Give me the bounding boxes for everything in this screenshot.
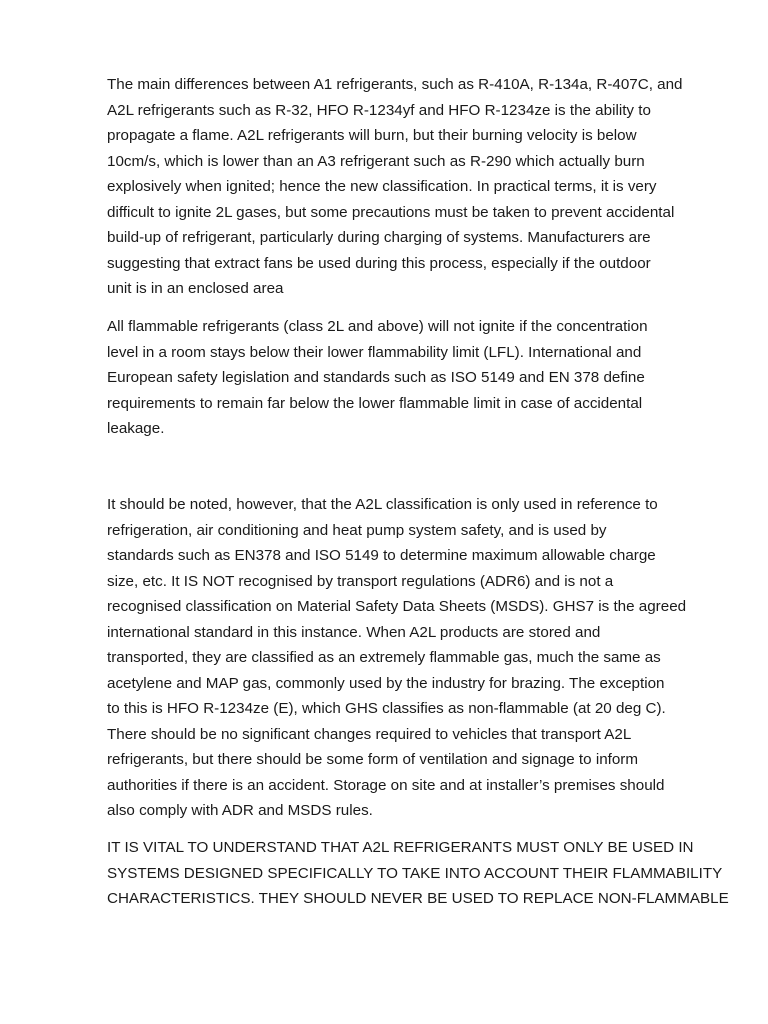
paragraph-line: international standard in this instance. When A2L products are stored and (107, 623, 601, 641)
paragraph-line: transported, they are classified as an extremely flammable gas, much the same as (107, 649, 661, 666)
paragraph-line: CHARACTERISTICS. THEY SHOULD NEVER BE USED TO REPLACE NON-FLAMMABLE (107, 890, 729, 907)
paragraph-line: level in a room stays below their lower flammability limit (LFL). International and (107, 343, 642, 361)
paragraph-a1-vs-a2l-differences (107, 72, 719, 302)
paragraph-line: requirements to remain far below the lower flammable limit in case of accidental (107, 394, 643, 412)
paragraph-line: build-up of refrigerant, particularly during charging of systems. Manufacturers are (107, 229, 651, 246)
paragraph-line: IT IS VITAL TO UNDERSTAND THAT A2L REFRIGERANTS MUST ONLY BE USED IN (107, 839, 694, 856)
paragraph-line: The main differences between A1 refrigerants, such as R-410A, R-134a, R-407C, and (107, 76, 683, 93)
paragraph-line: It should be noted, however, that the A2L classification is only used in reference to (107, 496, 658, 513)
paragraph-line: suggesting that extract fans be used during this process, especially if the outdoor (107, 254, 651, 272)
paragraph-line: leakage. (107, 420, 165, 437)
paragraph-line: to this is HFO R-1234ze (E), which GHS classifies as non-flammable (at 20 deg C). (107, 700, 666, 717)
paragraph-line: explosively when ignited; hence the new classification. In practical terms, it is very (107, 178, 657, 195)
paragraph-line: difficult to ignite 2L gases, but some precautions must be taken to prevent accidental (107, 203, 675, 221)
paragraph-line: recognised classification on Material Safety Data Sheets (MSDS). GHS7 is the agreed (107, 598, 687, 615)
paragraph-line: All flammable refrigerants (class 2L and above) will not ignite if the concentration (107, 318, 648, 335)
paragraph-line: 10cm/s, which is lower than an A3 refrigerant such as R-290 which actually burn (107, 152, 645, 170)
paragraph-line: refrigeration, air conditioning and heat pump system safety, and is used by (107, 521, 607, 539)
paragraph-flammability-limit (107, 314, 719, 442)
paragraph-vital-warning (107, 835, 729, 912)
paragraph-line: European safety legislation and standards such as ISO 5149 and EN 378 define (107, 369, 645, 386)
paragraph-line: refrigerants, but there should be some form of ventilation and signage to inform (107, 751, 639, 768)
paragraph-line: size, etc. It IS NOT recognised by transport regulations (ADR6) and is not a (107, 572, 614, 590)
paragraph-line: There should be no significant changes required to vehicles that transport A2L (107, 725, 632, 743)
paragraph-line: also comply with ADR and MSDS rules. (107, 802, 373, 819)
paragraph-line: authorities if there is an accident. Storage on site and at installer’s premises should (107, 776, 665, 794)
paragraph-classification-transport (107, 492, 719, 824)
paragraph-line: SYSTEMS DESIGNED SPECIFICALLY TO TAKE INTO ACCOUNT THEIR FLAMMABILITY (107, 864, 723, 882)
paragraph-line: A2L refrigerants such as R-32, HFO R-1234yf and HFO R-1234ze is the ability to (107, 101, 651, 119)
paragraph-line: acetylene and MAP gas, commonly used by the industry for brazing. The exception (107, 674, 665, 692)
paragraph-line: standards such as EN378 and ISO 5149 to determine maximum allowable charge (107, 547, 656, 564)
paragraph-line: propagate a flame. A2L refrigerants will burn, but their burning velocity is below (107, 127, 637, 144)
paragraph-line: unit is in an enclosed area (107, 280, 284, 297)
